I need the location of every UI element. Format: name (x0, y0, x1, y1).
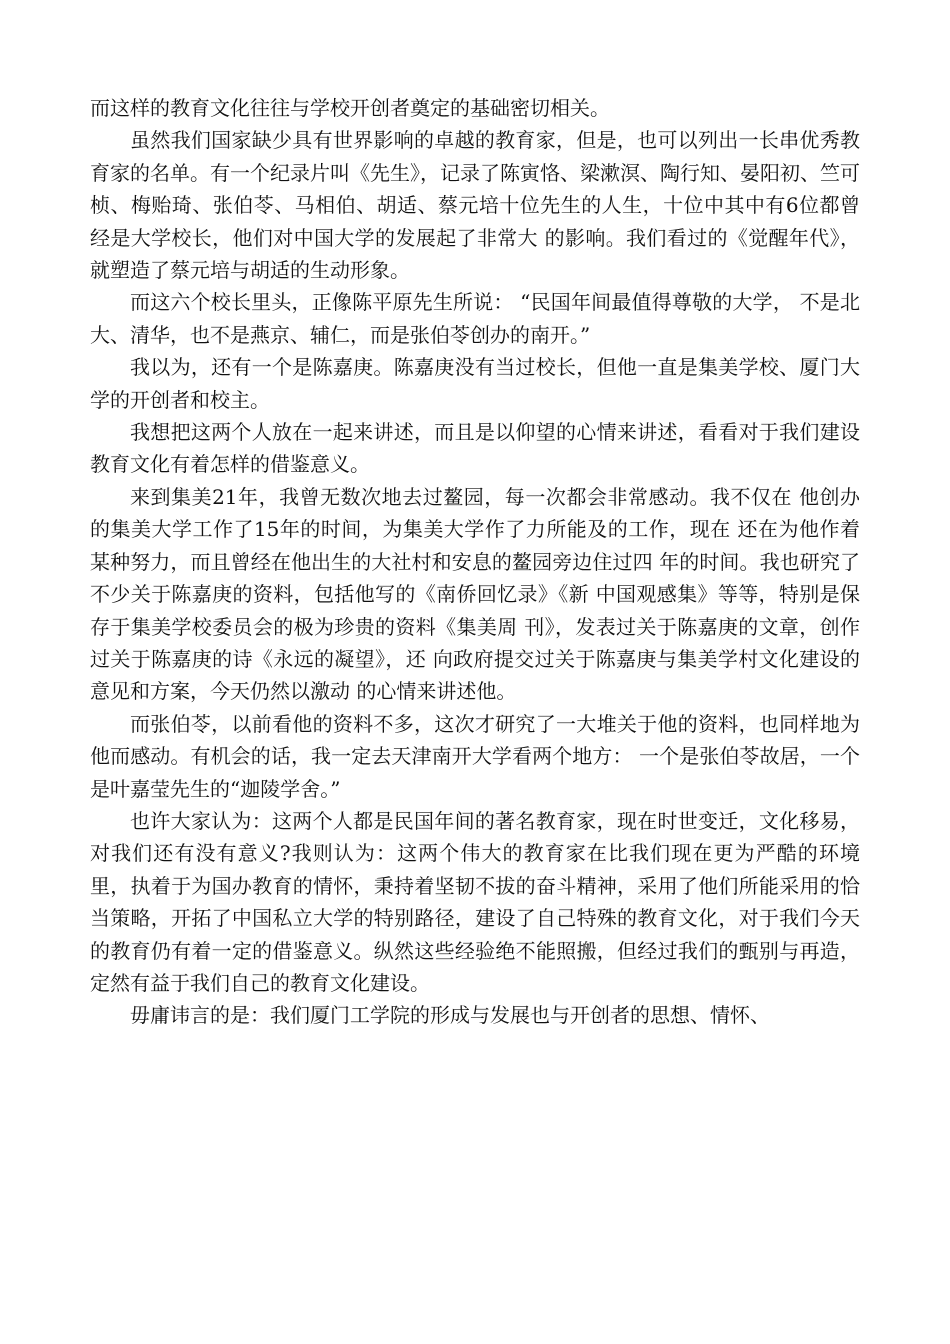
paragraph: 而这六个校长里头，正像陈平原先生所说： “民国年间最值得尊敬的大学， 不是北大、清华，也不是燕京、辅仁，而是张伯苓创办的南开。” (90, 290, 860, 347)
paragraph: 而这样的教育文化往往与学校开创者奠定的基础密切相关。 (90, 96, 610, 120)
paragraph: 而张伯苓，以前看他的资料不多，这次才研究了一大堆关于他的资料，也同样地为他而感动。有机会的话，我一定去天津南开大学看两个地方： 一个是张伯苓故居，一个是叶嘉莹先生的“迦陵学舍。” (90, 711, 860, 801)
paragraph: 来到集美21年，我曾无数次地去过鳌园，每一次都会非常感动。我不仅在 他创办的集美大学工作了15年的时间，为集美大学作了力所能及的工作，现在 还在为他作着某种努力，而且曾经在他出生的大社村和安息的鳌园旁边住过四 年的时间。我也研究了不少关于陈嘉庚的资料，包括他写的《南侨回忆录》《新 中国观感集》等等，特别是保存于集美学校委员会的极为珍贵的资料《集美周 刊》，发表过关于陈嘉庚的文章，创作过关于陈嘉庚的诗《永远的凝望》，还 向政府提交过关于陈嘉庚与集美学村文化建设的意见和方案，今天仍然以激动 的心情来讲述他。 (90, 484, 860, 704)
paragraph: 虽然我们国家缺少具有世界影响的卓越的教育家，但是，也可以列出一长串优秀教育家的名单。有一个纪录片叫《先生》，记录了陈寅恪、梁漱溟、陶行知、晏阳初、竺可桢、梅贻琦、张伯苓、马相伯、胡适、蔡元培十位先生的人生，十位中其中有6位都曾经是大学校长，他们对中国大学的发展起了非常大 的影响。我们看过的《觉醒年代》，就塑造了蔡元培与胡适的生动形象。 (90, 128, 860, 283)
paragraph: 也许大家认为：这两个人都是民国年间的著名教育家，现在时世变迁，文化移易，对我们还有没有意义?我则认为：这两个伟大的教育家在比我们现在更为严酷的环境里，执着于为国办教育的情怀，秉持着坚韧不拔的奋斗精神，采用了他们所能采用的恰当策略，开拓了中国私立大学的特别路径，建设了自己特殊的教育文化，对于我们今天的教育仍有着一定的借鉴意义。纵然这些经验绝不能照搬，但经过我们的甄别与再造，定然有益于我们自己的教育文化建设。 (90, 808, 860, 995)
body-text (90, 92, 860, 1032)
paragraph: 毋庸讳言的是：我们厦门工学院的形成与发展也与开创者的思想、情怀、 (130, 1003, 770, 1028)
paragraph: 我以为，还有一个是陈嘉庚。陈嘉庚没有当过校长，但他一直是集美学校、厦门大学的开创者和校主。 (90, 355, 860, 412)
paragraph: 我想把这两个人放在一起来讲述，而且是以仰望的心情来讲述，看看对于我们建设教育文化有着怎样的借鉴意义。 (90, 420, 860, 477)
